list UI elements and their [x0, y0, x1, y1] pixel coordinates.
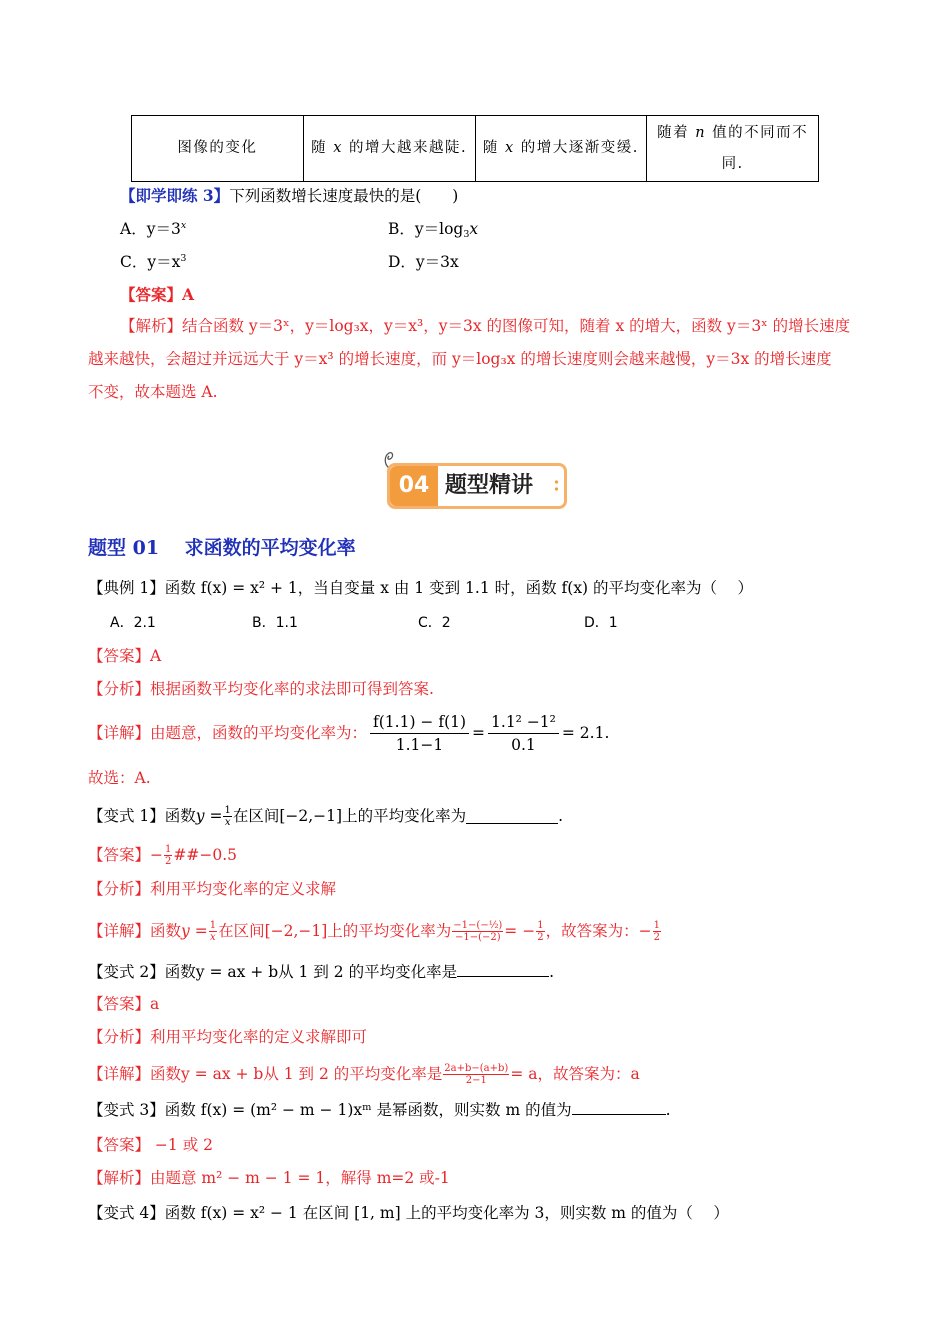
fraction: $\frac{1}{x}$: [224, 804, 231, 828]
example1-option-d: D．1: [584, 615, 618, 631]
fraction-denominator: 1.1−1: [395, 735, 444, 754]
variant1-fenxi: 【分析】利用平均变化率的定义求解: [88, 880, 337, 898]
stem-text: 【变式 3】函数 f(x) = (m² − m − 1)xᵐ 是幂函数，则实数 m 的值为: [88, 1101, 572, 1119]
cell-text: 图像的变化: [177, 140, 258, 156]
stem-text: 【变式 1】函数: [88, 807, 196, 825]
cell-text: 同.: [721, 155, 744, 172]
fraction-numerator: f(1.1) − f(1): [370, 711, 469, 734]
section-banner: [387, 463, 567, 509]
variant3-analysis: 【解析】由题意 m² − m − 1 = 1，解得 m=2 或-1: [88, 1169, 450, 1187]
table-row: [132, 116, 819, 182]
growth-comparison-table: [131, 115, 819, 182]
stem-end: .: [665, 1101, 671, 1119]
fraction-denominator: 0.1: [511, 735, 536, 754]
example1-detail: 【详解】由题意，函数的平均变化率为： $\frac{f(1.1) - f(1)}{1.1-1}$ = $\frac{\text{1.1² −1²}}{0.1}$ = 2.1.: [88, 712, 610, 754]
analysis-line-3: 不变，故本题选 A.: [88, 383, 218, 401]
option-text: B．y＝log: [388, 220, 464, 238]
detail-prefix: 【详解】由题意，函数的平均变化率为：: [88, 724, 368, 742]
variant2-detail: [88, 1060, 640, 1088]
variant3-answer: 【答案】 −1 或 2: [88, 1136, 213, 1154]
answer-blank[interactable]: [572, 1100, 666, 1115]
option-d: [388, 252, 459, 272]
option-text: C．y＝x: [120, 253, 181, 271]
cell-text: 随: [311, 140, 328, 156]
analysis-line-1: 【解析】结合函数 y＝3ˣ，y＝log₃x，y＝x³，y＝3x 的图像可知，随着 x 的增大，函数 y＝3ˣ 的增长速度: [120, 317, 851, 335]
fraction-numerator: 2a+b−(a+b): [444, 1062, 509, 1074]
option-text: A．y＝3: [120, 220, 181, 238]
variant2-fenxi: 【分析】利用平均变化率的定义求解即可: [88, 1028, 368, 1046]
cell-text: 随: [482, 140, 499, 156]
answer-line: 【答案】A: [120, 285, 195, 304]
table-cell-exp: [303, 116, 475, 182]
practice-text: 下列函数增长速度最快的是( ): [229, 187, 459, 205]
table-cell-change: [132, 116, 304, 182]
variant1-stem: [88, 804, 563, 828]
cell-text: 值的不同而不: [712, 124, 809, 141]
option-text: D．y＝3x: [388, 253, 459, 271]
banner-dots-icon: [554, 479, 559, 493]
fraction: [370, 711, 469, 756]
example1-option-a: A．2.1: [110, 615, 156, 631]
banner-label: 题型精讲: [445, 473, 534, 498]
option-var: x: [469, 220, 479, 238]
detail-text: 【详解】函数: [88, 922, 182, 940]
detail-text: 【详解】函数y = ax + b从 1 到 2 的平均变化率是: [88, 1065, 443, 1083]
fraction: $\frac{1}{2}$: [653, 919, 660, 943]
answer-blank[interactable]: [466, 809, 558, 824]
section-title: 题型 01 求函数的平均变化率: [88, 537, 356, 559]
option-sup: x: [180, 220, 187, 231]
stem-text: 【变式 2】函数y = ax + b从 1 到 2 的平均变化率是: [88, 963, 458, 981]
detail-text: = −: [504, 922, 536, 940]
practice-question: [120, 186, 458, 206]
detail-math: y =: [181, 922, 208, 940]
analysis-line-2: 越来越快，会超过并远远大于 y＝x³ 的增长速度，而 y＝log₃x 的增长速度则会越来越慢，y＝3x 的增长速度: [88, 350, 832, 368]
variant1-detail: [88, 917, 662, 945]
example1-answer: 【答案】A: [88, 647, 162, 665]
fraction-denominator: 2−1: [465, 1074, 487, 1086]
answer-alt: ##−0.5: [173, 846, 238, 864]
stem-end: .: [549, 963, 555, 981]
variant2-stem: [88, 962, 554, 982]
cell-text: 随着: [657, 124, 690, 141]
detail-result: = 2.1.: [561, 724, 610, 742]
detail-text: = a，故答案为：a: [510, 1065, 640, 1083]
stem-math: y =: [195, 807, 223, 825]
option-sub: 3: [463, 229, 470, 240]
example1-option-c: C．2: [418, 615, 451, 631]
table-cell-power: [647, 116, 819, 182]
fraction-denominator: −1−(−2): [454, 931, 501, 943]
answer-sign: −: [150, 846, 164, 864]
banner-number: 04: [390, 466, 438, 506]
variant3-stem: [88, 1100, 671, 1120]
fraction: $\frac{1}{2}$: [537, 919, 544, 943]
answer-label: 【答案】: [88, 846, 151, 864]
fraction: $\frac{1}{2}$: [165, 843, 172, 867]
variant2-answer: 【答案】a: [88, 995, 160, 1013]
example1-stem: 【典例 1】函数 f(x) = x² + 1，当自变量 x 由 1 变到 1.1 时，函数 f(x) 的平均变化率为（ ）: [88, 579, 753, 597]
fraction: [443, 1063, 509, 1086]
fraction: [452, 920, 503, 943]
cell-var: x: [504, 140, 515, 156]
option-sup: 3: [180, 253, 187, 264]
table-cell-log: [475, 116, 647, 182]
detail-text: ，故答案为：−: [545, 922, 652, 940]
stem-end: .: [558, 807, 564, 825]
example1-conclusion: 故选：A.: [88, 769, 151, 787]
option-c: [120, 252, 186, 272]
fraction: [488, 711, 559, 756]
fraction-numerator: −1−(−½): [453, 919, 503, 931]
stem-text: 在区间[−2,−1]上的平均变化率为: [232, 807, 467, 825]
cell-var: n: [695, 124, 707, 141]
example1-option-b: B．1.1: [252, 615, 298, 631]
cell-text: 的增大越来越陡.: [349, 140, 468, 156]
cell-var: x: [333, 140, 343, 156]
fraction: $\frac{1}{x}$: [209, 919, 217, 943]
answer-blank[interactable]: [457, 962, 549, 977]
variant1-answer: [88, 843, 237, 867]
variant4-stem: 【变式 4】函数 f(x) = x² − 1 在区间 [1, m] 上的平均变化率为 3，则实数 m 的值为（ ）: [88, 1204, 729, 1222]
option-b: [388, 219, 478, 239]
detail-text: 在区间[−2,−1]上的平均变化率为: [218, 922, 452, 940]
fraction-numerator: 1.1² −1²: [488, 711, 559, 734]
practice-tag: 【即学即练 3】: [120, 186, 230, 205]
option-a: [120, 219, 186, 239]
cell-text: 的增大逐渐变缓.: [520, 140, 639, 156]
example1-fenxi: 【分析】根据函数平均变化率的求法即可得到答案.: [88, 680, 434, 698]
